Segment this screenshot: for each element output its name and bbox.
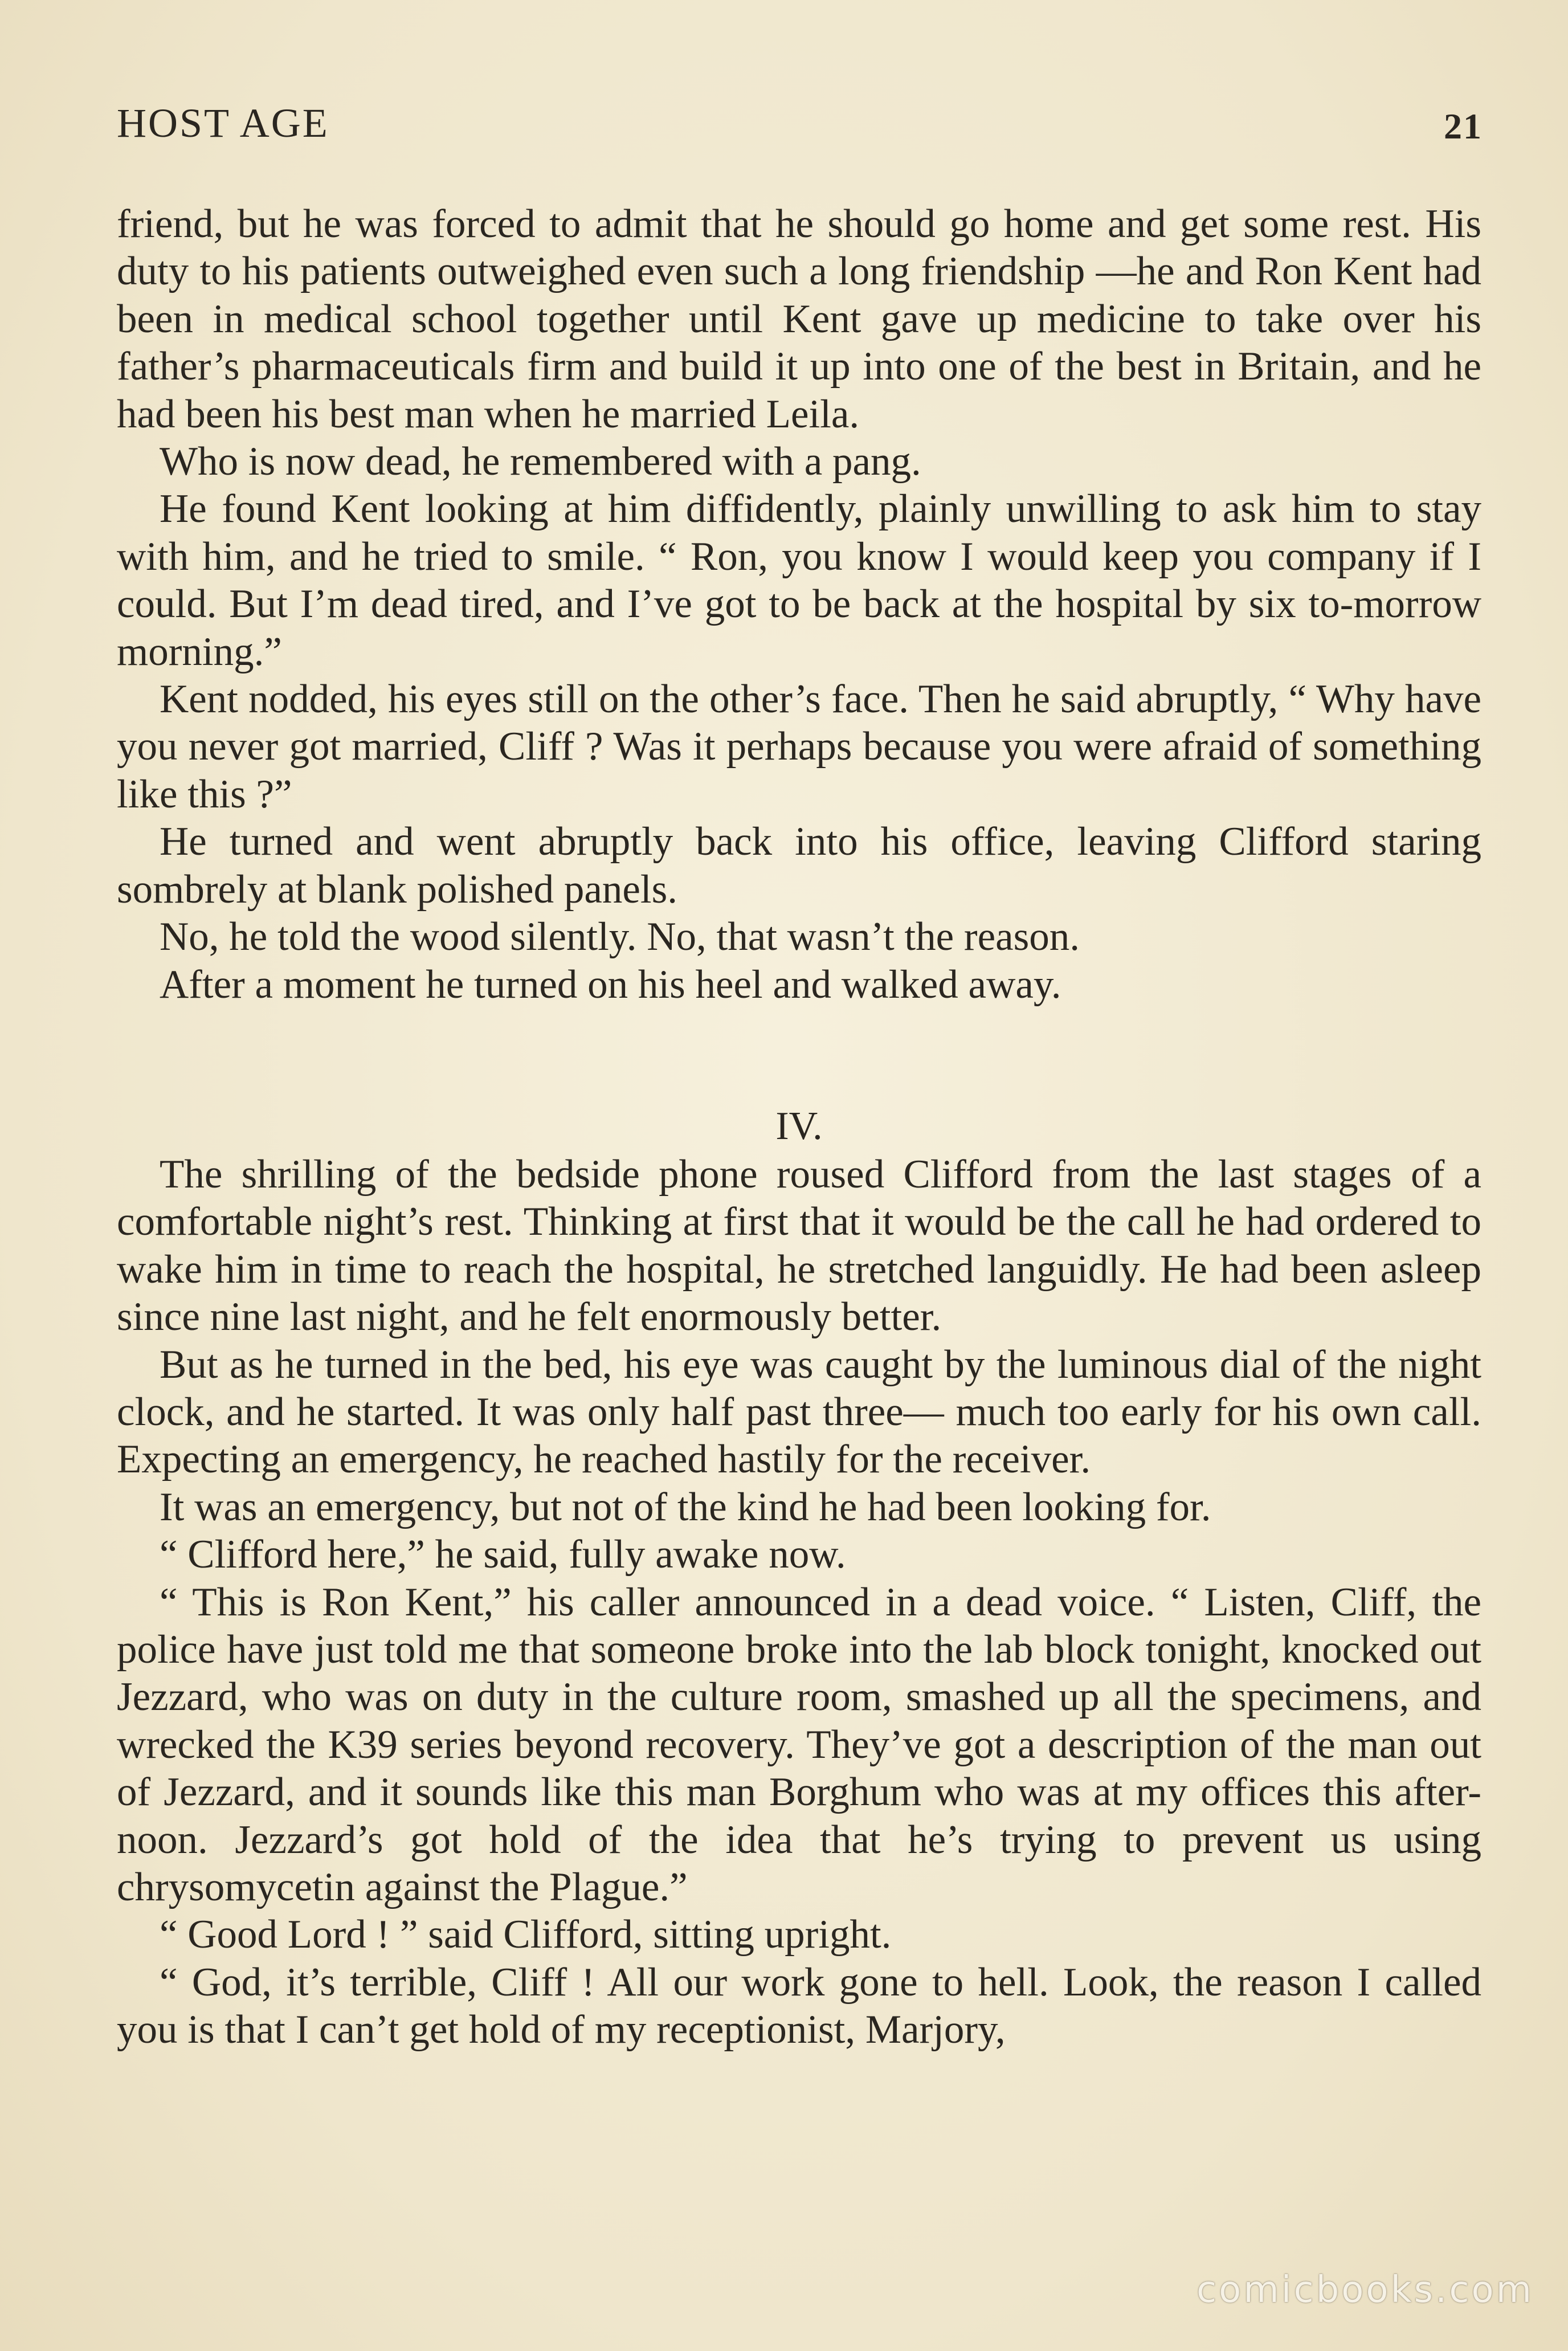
paragraph: Kent nodded, his eyes still on the other’s face. Then he said abruptly, “ Why have you never got married, Cliff ? Was it perhaps because you were afraid of something like this ?” — [117, 677, 1481, 817]
paragraph: After a moment he turned on his heel and walked away. — [160, 962, 1061, 1007]
paragraph: friend, but he was forced to admit that he should go home and get some rest. His duty to his patients outweighed even such a long friendship —he and Ron Kent had been in medical school together until Kent gave up medicine to take over his father’s pharmaceuticals firm and build it up into one of the best in Britain, and he had been his best man when he married Leila. — [117, 202, 1481, 436]
paragraph: No, he told the wood silently. No, that wasn’t the reason. — [160, 915, 1080, 960]
paragraph: “ This is Ron Kent,” his caller announced in a dead voice. “ Listen, Cliff, the police have just told me that someone broke into the lab block tonight, knocked out Jezzard, who was on duty in the culture room, smashed up all the specimens, and wrecked the K39 series beyond recovery. They’ve got a description of the man out of Jezzard, and it sounds like this man Borghum who was at my offices this after- noon. Jezzard’s got hold of the idea that he’s trying to prevent us using chrysomycetin against the Plague.” — [117, 1579, 1481, 1909]
section-heading-text: IV. — [775, 1104, 823, 1148]
paragraph: Who is now dead, he remembered with a pang. — [160, 439, 921, 484]
watermark: comicbooks.com — [1196, 2269, 1534, 2311]
paragraph: He found Kent looking at him diffidently, plainly unwilling to ask him to stay with him, and he tried to smile. “ Ron, you know I would keep you company if I could. But I’m dead tired, and I’ve got to be back at the hospital by six to-morrow morning.” — [117, 487, 1481, 674]
section-heading — [117, 1009, 1481, 1151]
paragraph: He turned and went abruptly back into his office, leaving Clifford staring sombrely at blank polished panels. — [117, 819, 1481, 912]
page-header — [117, 100, 1483, 151]
running-title: HOST AGE — [117, 100, 329, 146]
paragraph: But as he turned in the bed, his eye was caught by the luminous dial of the night clock, and he started. It was only half past three— much too early for his own call. Expecting an emergency, he reached hastily for the receiver. — [117, 1342, 1481, 1482]
paragraph: The shrilling of the bedside phone roused Clifford from the last stages of a comfortable night’s rest. Thinking at first that it would be the call he had ordered to wake him in time to reach the hospital, he stretched languidly. He had been asleep since nine last night, and he felt enormously better. — [117, 1152, 1481, 1340]
paragraph: “ Good Lord ! ” said Clifford, sitting upright. — [160, 1912, 892, 1957]
paragraph: “ Clifford here,” he said, fully awake now. — [160, 1532, 846, 1577]
paragraph: It was an emergency, but not of the kind he had been looking for. — [160, 1484, 1211, 1529]
paragraph: “ God, it’s terrible, Cliff ! All our work gone to hell. Look, the reason I called you is that I can’t get hold of my receptionist, Marjory, — [117, 1960, 1481, 2052]
page-number: 21 — [1444, 106, 1483, 146]
body-text — [117, 201, 1481, 2054]
